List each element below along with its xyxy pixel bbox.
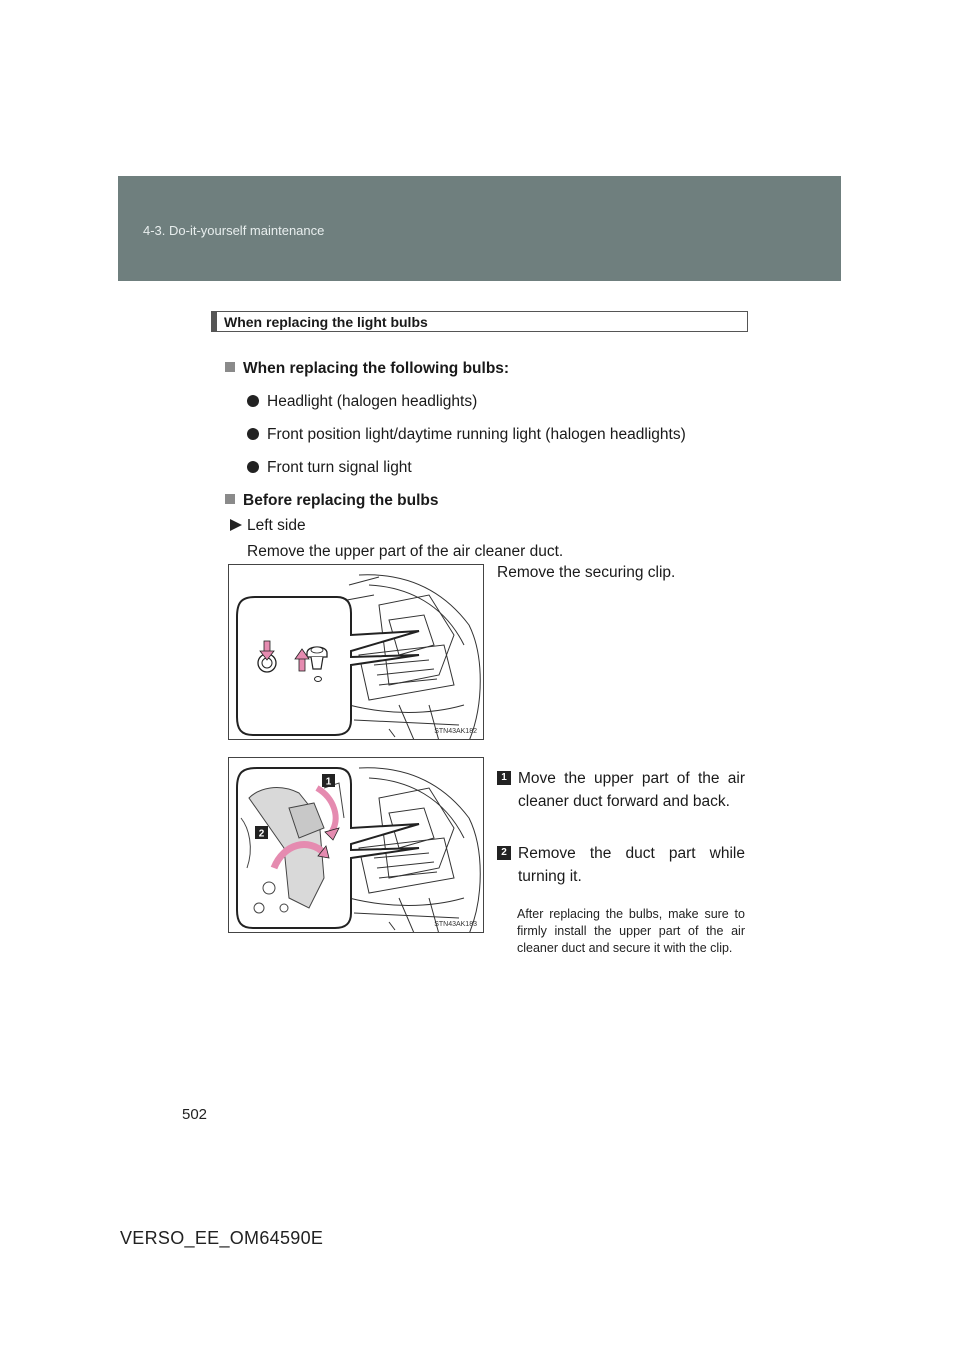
header-band: [118, 176, 841, 281]
step-number-badge: 2: [497, 846, 511, 860]
subheading-before: Before replacing the bulbs: [225, 492, 439, 510]
duct-illustration: [229, 758, 484, 933]
step-number-badge: 1: [497, 771, 511, 785]
step-text: Remove the duct part while turning it.: [518, 845, 745, 885]
note-text: After replacing the bulbs, make sure to firmly install the upper part of the air cleaner duct and secure it with the clip.: [517, 907, 745, 955]
subheading-bulbs: When replacing the following bulbs:: [225, 360, 509, 378]
document-code: VERSO_EE_OM64590E: [120, 1228, 324, 1248]
heading-bar: [212, 312, 217, 331]
section-heading: When replacing the light bulbs: [224, 314, 428, 330]
bullet-item: Front position light/daytime running light (halogen headlights): [247, 426, 686, 444]
section-heading-box: [211, 311, 748, 332]
step-text: Move the upper part of the air cleaner duct forward and back.: [518, 770, 745, 810]
square-bullet-icon: [225, 494, 235, 504]
figure-duct-removal: [228, 757, 484, 933]
bullet-item: Headlight (halogen headlights): [247, 393, 477, 411]
page-number: 502: [182, 1106, 208, 1123]
figure-code: STN43AK182: [434, 728, 477, 735]
svg-text:2: 2: [258, 828, 265, 840]
bullet-dot-icon: [247, 395, 259, 407]
square-bullet-icon: [225, 362, 235, 372]
step-1: [497, 767, 745, 813]
figure-clip-removal: [228, 564, 484, 740]
section-title: 4-3. Do-it-yourself maintenance: [143, 223, 325, 238]
figure-caption: Remove the securing clip.: [497, 564, 676, 581]
engine-bay-illustration: [229, 565, 484, 740]
bullet-dot-icon: [247, 461, 259, 473]
side-label: Left side: [230, 517, 306, 535]
svg-text:1: 1: [325, 776, 332, 788]
instruction-text: Remove the upper part of the air cleaner duct.: [247, 543, 564, 560]
bullet-item: Front turn signal light: [247, 459, 412, 477]
bullet-dot-icon: [247, 428, 259, 440]
triangle-bullet-icon: [230, 519, 242, 531]
figure-code: STN43AK183: [434, 921, 477, 928]
step-2: [497, 842, 745, 888]
